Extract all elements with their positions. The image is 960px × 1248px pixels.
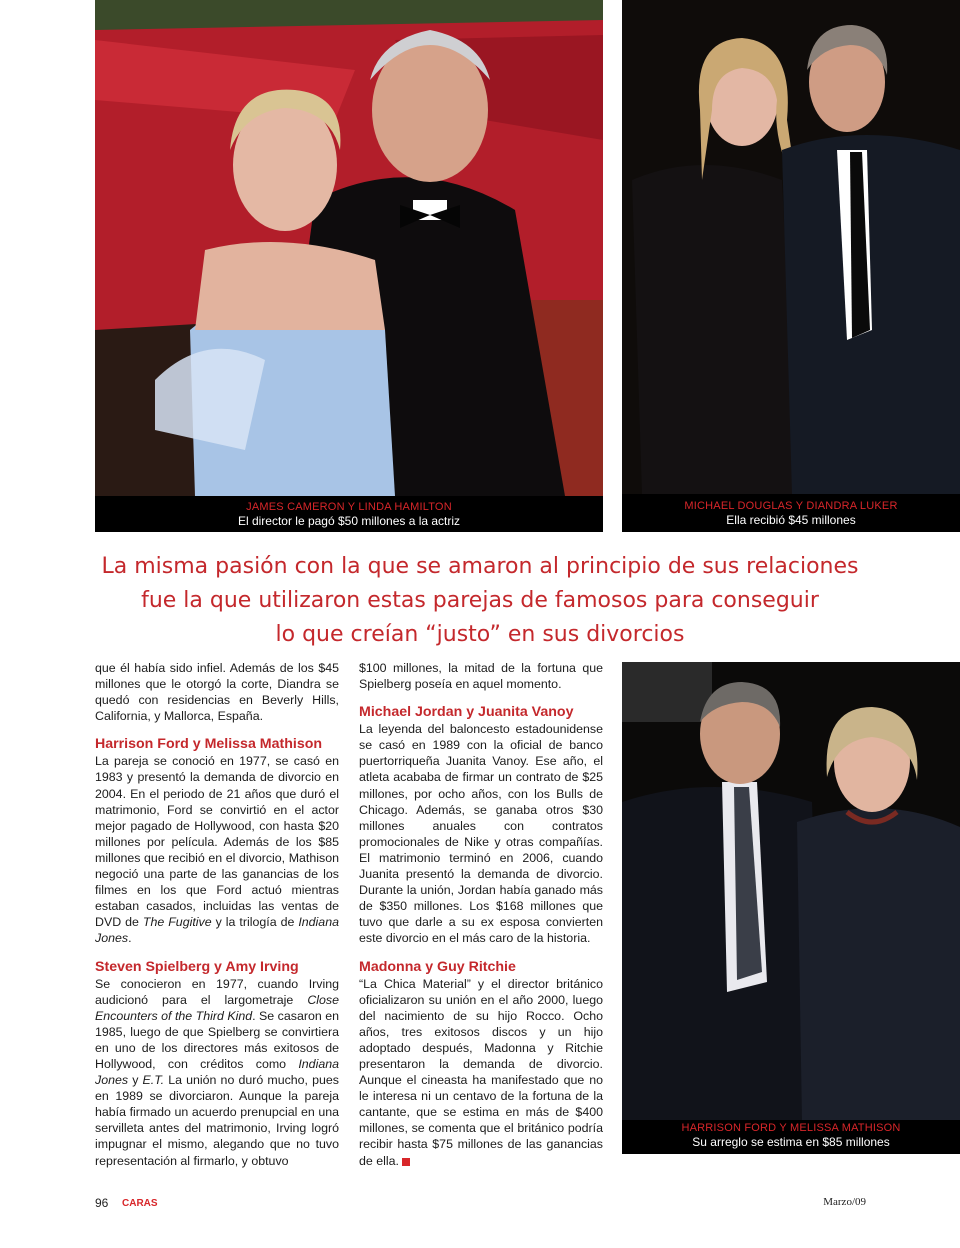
caption-text: Su arreglo se estima en $85 millones <box>692 1135 890 1149</box>
pull-quote <box>95 550 865 652</box>
photo-caption-2 <box>622 494 960 532</box>
photo-ford-mathison <box>622 662 960 1120</box>
caption-names: JAMES CAMERON Y LINDA HAMILTON <box>246 501 452 513</box>
pull-quote-line: lo que creían “justo” en sus divorcios <box>275 622 685 647</box>
text: . Se casaron en 1985, luego de que Spielberg se convirtiera en uno de los directores más exitosos de Hollywood, con créditos como <box>95 1008 339 1071</box>
text: Se conocieron en 1977, cuando Irving audicionó para el largometraje <box>95 976 339 1007</box>
text: La unión no duró mucho, pues en 1989 se divorciaron. Aunque la pareja había firmado un acuerdo prenupcial en una servilleta antes del matrimonio, Irving logró impugnar el mismo, alegando que no tuvo representación al firmarlo, y obtuvo <box>95 1073 339 1168</box>
film-title: The Fugitive <box>142 915 212 930</box>
page-number: 96 <box>95 1196 109 1210</box>
pull-quote-line: fue la que utilizaron estas parejas de famosos para conseguir <box>141 588 819 613</box>
photo-cameron-hamilton <box>95 0 603 496</box>
section-heading: Steven Spielberg y Amy Irving <box>95 958 299 975</box>
section-heading: Madonna y Guy Ritchie <box>359 958 516 975</box>
issue-date: Marzo/09 <box>823 1196 866 1208</box>
text: y <box>128 1073 143 1088</box>
caption-names: MICHAEL DOUGLAS Y DIANDRA LUKER <box>684 500 898 512</box>
text: “La Chica Material” y el director británico oficializaron su unión en el año 2000, luego del nacimiento de su hijo Rocco. Ocho años, tres exitosos discos y un hijo adoptado después, Madonna y Ritchie presentaron la demanda de divorcio. Aunque el cineasta ha manifestado que no le interesa ni un centavo de la fortuna de la cantante, que se estima en más de $400 millones, se comenta que el británico podría recibir hasta $75 millones de las ganancias de ella. <box>359 976 603 1168</box>
photo-douglas-luker <box>622 0 960 494</box>
film-title: E.T. <box>142 1073 165 1088</box>
text: y la trilogía de <box>211 915 299 930</box>
photo-scene <box>622 662 960 1120</box>
magazine-name: CARAS <box>122 1198 158 1209</box>
article-column-2 <box>359 660 603 1169</box>
photo-caption-3 <box>622 1120 960 1154</box>
film-title: Indiana Jones <box>95 1056 339 1088</box>
pull-quote-line: La misma pasión con la que se amaron al principio de sus relaciones <box>101 554 859 579</box>
paragraph: que él había sido infiel. Además de los $45 millones que le otorgó la corte, Diandra se quedó con residencias en Beverly Hills, California, y Mallorca, España. <box>95 661 339 724</box>
end-mark-icon <box>402 1158 410 1166</box>
paragraph <box>359 976 603 1169</box>
paragraph: La leyenda del baloncesto estadounidense se casó en 1989 con la oficial de banco puertorriqueña Juanita Vanoy. Ese año, el atleta acababa de firmar un contrato de $25 millones, por ocho años, con los Bulls de Chicago. Además, se ganaba otros $30 millones anuales con contratos promocionales de Nike y otras compañías. El matrimonio terminó en 2006, cuando Juanita presentó la demanda de divorcio. Durante la unión, Jordan había ganado más de $350 millones. Los $168 millones que tuvo que darle a su ex esposa convierten este divorcio en el más caro de la historia. <box>359 722 603 946</box>
text: . <box>128 931 132 946</box>
film-title: Close Encounters of the Third Kind <box>95 992 339 1023</box>
section-heading: Michael Jordan y Juanita Vanoy <box>359 704 574 721</box>
photo-scene <box>622 0 960 494</box>
caption-text: Ella recibió $45 millones <box>726 513 856 527</box>
section-heading: Harrison Ford y Melissa Mathison <box>95 736 323 753</box>
text: La pareja se conoció en 1977, se casó en 1983 y presentó la demanda de divorcio en 2004. En el periodo de 21 años que duró el matrimonio, Ford se convirtió en el actor mejor pagado de Hollywood, con hasta $20 millones por película. Además de los $85 millones que recibió en el divorcio, Mathison negoció una parte de las ganancias de los filmes en los que Ford actuó mientras estaban casados, incluidas las ventas de DVD de <box>95 754 339 930</box>
caption-names: HARRISON FORD Y MELISSA MATHISON <box>681 1122 901 1134</box>
photo-caption-1 <box>95 496 603 532</box>
photo-scene <box>95 0 603 496</box>
article-column-1 <box>95 660 339 1169</box>
caption-text: El director le pagó $50 millones a la actriz <box>237 514 461 528</box>
paragraph <box>95 976 339 1169</box>
paragraph <box>95 753 339 946</box>
film-title: Indiana Jones <box>95 915 339 946</box>
paragraph: $100 millones, la mitad de la fortuna que Spielberg poseía en aquel momento. <box>359 661 603 692</box>
